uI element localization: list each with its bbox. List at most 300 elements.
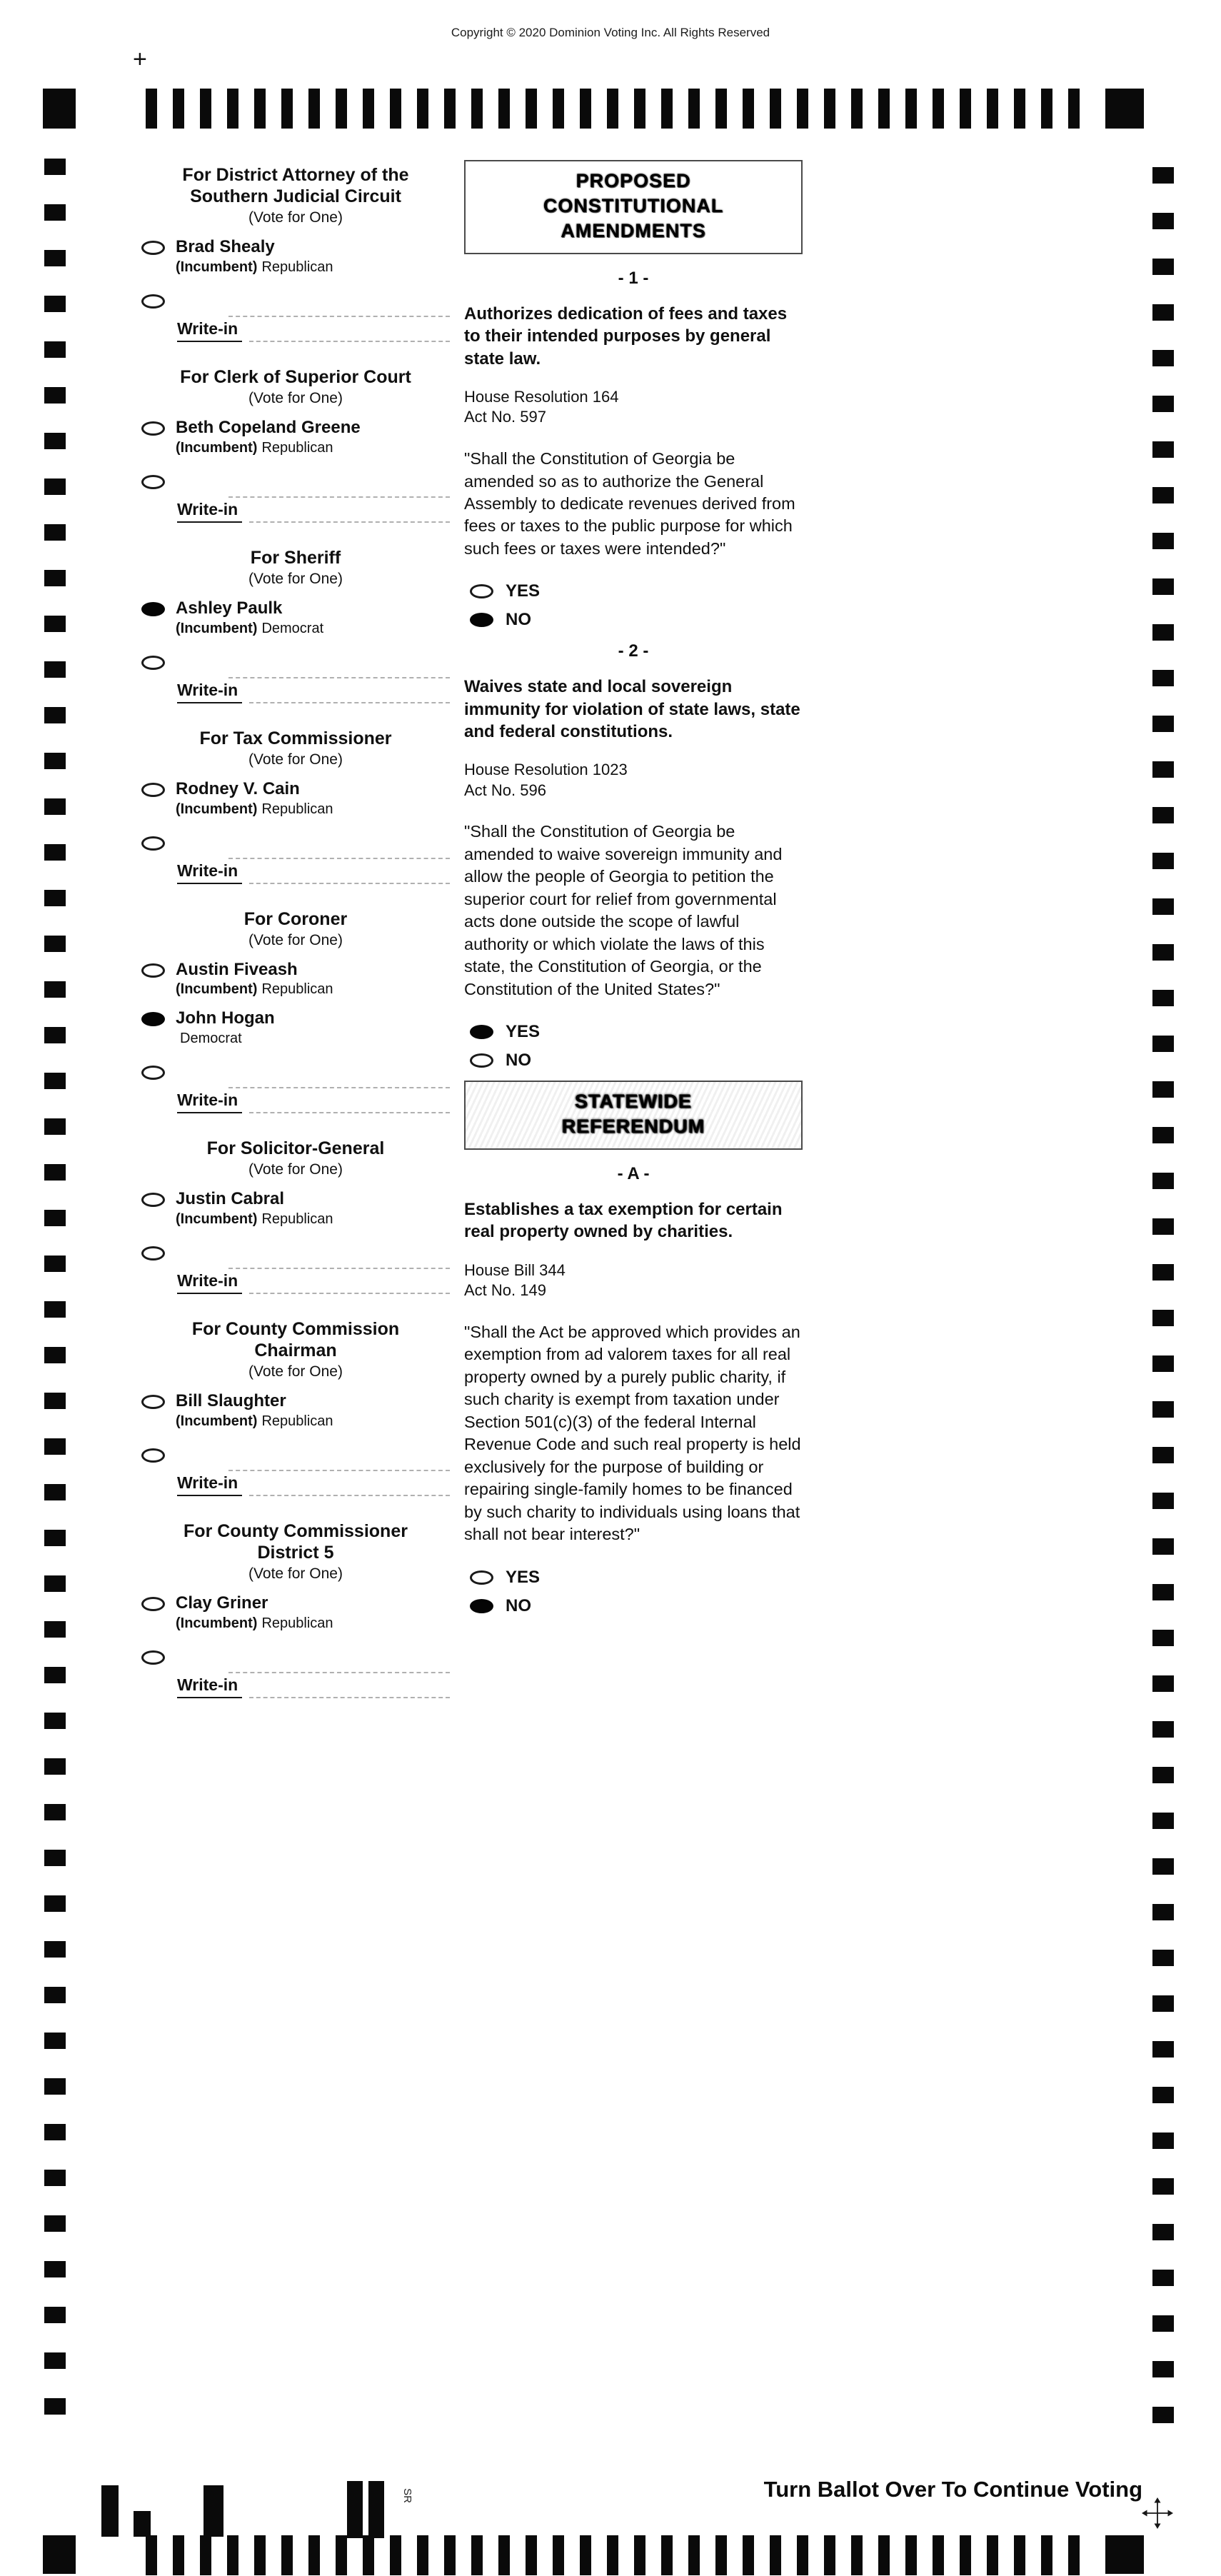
amendment-2 <box>464 641 803 1071</box>
timing-mark <box>1152 1493 1174 1509</box>
timing-mark <box>851 89 863 129</box>
timing-mark <box>44 1530 66 1546</box>
timing-mark <box>1152 396 1174 412</box>
candidate-name: John Hogan <box>176 1008 275 1028</box>
write-in-area <box>177 852 450 884</box>
candidate-party: Republican <box>261 1615 333 1631</box>
write-in-area <box>177 1666 450 1698</box>
yes-option <box>470 581 803 601</box>
timing-mark <box>1152 1127 1174 1143</box>
measure-reference <box>464 387 803 428</box>
timing-mark <box>1152 624 1174 641</box>
write-in-area <box>177 491 450 523</box>
timing-mark <box>1152 2178 1174 2195</box>
write-in-line[interactable] <box>228 310 450 317</box>
timing-mark <box>44 1347 66 1363</box>
candidate-detail <box>176 440 361 456</box>
write-in-line[interactable] <box>228 1262 450 1269</box>
candidate-option <box>141 1392 450 1430</box>
timing-mark <box>44 478 66 495</box>
write-in-oval[interactable] <box>141 1066 165 1080</box>
candidate-qualifier: (Incumbent) <box>176 620 258 636</box>
timing-mark <box>688 2535 700 2575</box>
timing-mark <box>200 89 211 129</box>
timing-mark <box>1152 2315 1174 2332</box>
timing-mark <box>1152 1173 1174 1189</box>
timing-mark <box>308 89 320 129</box>
write-in-option <box>141 1445 450 1463</box>
timing-mark <box>1152 2133 1174 2149</box>
write-in-line[interactable] <box>228 1666 450 1673</box>
timing-mark <box>1152 487 1174 503</box>
candidate-detail <box>176 1031 275 1047</box>
timing-mark <box>1152 1950 1174 1966</box>
ballot-id-mark <box>368 2481 384 2538</box>
timing-mark <box>580 2535 591 2575</box>
contest-tax-commissioner <box>141 728 450 884</box>
measure-reference-line: Act No. 597 <box>464 408 546 426</box>
timing-mark <box>1152 2407 1174 2423</box>
timing-mark <box>960 2535 971 2575</box>
candidate-qualifier: (Incumbent) <box>176 1211 258 1228</box>
timing-mark <box>44 1987 66 2003</box>
section-header-line: PROPOSED <box>576 170 691 191</box>
timing-mark <box>44 1484 66 1500</box>
contests-column <box>141 164 450 1723</box>
timing-mark <box>905 2535 917 2575</box>
candidate-detail <box>176 1413 333 1430</box>
timing-mark <box>1152 441 1174 458</box>
timing-mark <box>1152 2270 1174 2286</box>
timing-mark <box>227 89 238 129</box>
timing-mark <box>44 661 66 678</box>
write-in-line[interactable] <box>249 1683 450 1698</box>
timing-mark <box>254 2535 266 2575</box>
timing-mark <box>44 2352 66 2369</box>
candidate-name: Brad Shealy <box>176 237 275 256</box>
write-in-oval[interactable] <box>141 1650 165 1665</box>
candidate-name: Ashley Paulk <box>176 598 283 618</box>
timing-mark <box>146 89 157 129</box>
measure-reference-line: Act No. 149 <box>464 1281 546 1300</box>
timing-mark <box>1152 1858 1174 1875</box>
measure-number: - 1 - <box>618 269 649 289</box>
write-in-oval[interactable] <box>141 1246 165 1261</box>
timing-mark <box>1152 1401 1174 1418</box>
contest-title: For Sheriff <box>250 547 341 568</box>
candidate-detail <box>176 259 333 276</box>
contest-instruction: (Vote for One) <box>248 209 343 226</box>
timing-mark <box>390 89 401 129</box>
measures-column <box>464 160 803 1626</box>
copyright-line: Copyright © 2020 Dominion Voting Inc. All Rights Reserved <box>451 26 770 39</box>
candidate-oval[interactable] <box>141 963 165 978</box>
contest-clerk-superior-court <box>141 366 450 523</box>
candidate-option <box>141 1190 450 1228</box>
timing-mark <box>1152 2224 1174 2240</box>
ballot-id-mark <box>134 2511 151 2537</box>
timing-mark <box>44 2215 66 2232</box>
candidate-oval[interactable] <box>141 1193 165 1207</box>
contest-coroner <box>141 908 450 1114</box>
write-in-option <box>141 472 450 489</box>
candidate-option <box>141 1594 450 1632</box>
referendum-a <box>464 1164 803 1615</box>
contest-sheriff <box>141 547 450 703</box>
timing-mark <box>44 1758 66 1775</box>
write-in-line[interactable] <box>228 1081 450 1088</box>
write-in-option <box>141 291 450 309</box>
candidate-qualifier: (Incumbent) <box>176 259 258 275</box>
measure-summary: Establishes a tax exemption for certain real property owned by charities. <box>464 1200 783 1242</box>
candidate-oval[interactable] <box>141 1395 165 1409</box>
timing-mark <box>1152 1995 1174 2012</box>
contest-title: For Solicitor-General <box>206 1138 385 1159</box>
candidate-name: Austin Fiveash <box>176 959 298 979</box>
contest-title: For Coroner <box>243 908 348 929</box>
write-in-line[interactable] <box>228 1464 450 1471</box>
candidate-name: Justin Cabral <box>176 1189 285 1209</box>
timing-mark <box>44 250 66 266</box>
amendment-1 <box>464 269 803 630</box>
yes-oval[interactable] <box>470 1025 493 1039</box>
registration-crosshair-icon <box>1141 2497 1174 2533</box>
section-header-line: REFERENDUM <box>561 1116 705 1138</box>
contest-solicitor-general <box>141 1138 450 1294</box>
timing-mark <box>44 159 66 175</box>
candidate-detail <box>176 981 333 998</box>
timing-cap-top-left <box>43 89 76 129</box>
section-header-line: AMENDMENTS <box>561 220 706 242</box>
measure-number: - 2 - <box>618 641 649 661</box>
candidate-detail <box>176 621 323 637</box>
timing-mark <box>44 1164 66 1181</box>
timing-mark <box>44 798 66 815</box>
timing-mark <box>824 89 835 129</box>
timing-mark <box>1152 1218 1174 1235</box>
write-in-label: Write-in <box>177 681 242 703</box>
ballot-corner-mark: SR <box>401 2488 413 2503</box>
write-in-oval[interactable] <box>141 1448 165 1463</box>
timing-mark <box>1152 2361 1174 2377</box>
write-in-line[interactable] <box>249 688 450 703</box>
timing-mark <box>553 89 564 129</box>
no-oval[interactable] <box>470 1599 493 1613</box>
write-in-area <box>177 1262 450 1294</box>
timing-mark <box>44 204 66 221</box>
timing-mark <box>1152 578 1174 595</box>
measure-reference <box>464 760 803 801</box>
contest-instruction: (Vote for One) <box>248 570 343 587</box>
timing-mark <box>44 753 66 769</box>
candidate-detail <box>176 801 333 818</box>
no-option <box>470 1596 803 1616</box>
timing-mark <box>661 2535 673 2575</box>
timing-mark <box>607 2535 618 2575</box>
timing-cap-top-right <box>1105 89 1144 129</box>
timing-mark <box>1152 990 1174 1006</box>
timing-mark <box>417 89 428 129</box>
write-in-label: Write-in <box>177 319 242 342</box>
timing-mark <box>417 2535 428 2575</box>
candidate-detail <box>176 1615 333 1632</box>
timing-mark <box>1152 167 1174 184</box>
timing-mark <box>44 341 66 358</box>
ballot-id-mark <box>347 2481 363 2538</box>
timing-mark <box>200 2535 211 2575</box>
timing-mark <box>688 89 700 129</box>
no-option <box>470 1051 803 1071</box>
candidate-option <box>141 961 450 998</box>
timing-mark <box>797 2535 808 2575</box>
timing-mark <box>1014 2535 1025 2575</box>
timing-mark <box>44 2033 66 2049</box>
no-label: NO <box>506 610 531 630</box>
timing-mark <box>44 1027 66 1043</box>
timing-mark <box>44 1301 66 1318</box>
timing-mark <box>471 2535 483 2575</box>
measure-reference-line: House Bill 344 <box>464 1261 566 1279</box>
ballot-id-mark <box>204 2485 223 2537</box>
yes-label: YES <box>506 1022 541 1042</box>
timing-mark <box>1152 2087 1174 2103</box>
timing-mark <box>44 890 66 906</box>
timing-mark <box>1152 1584 1174 1600</box>
contest-instruction: (Vote for One) <box>248 389 343 406</box>
write-in-label: Write-in <box>177 1675 242 1698</box>
no-label: NO <box>506 1051 531 1071</box>
timing-mark <box>44 524 66 541</box>
contest-instruction: (Vote for One) <box>248 1565 343 1582</box>
timing-band-top <box>146 89 1080 129</box>
measure-summary: Waives state and local sovereign immunity for violation of state laws, state and federal constitutions. <box>464 677 800 741</box>
timing-mark <box>878 2535 890 2575</box>
measure-question: "Shall the Constitution of Georgia be amended to waive sovereign immunity and allow the people of Georgia to petition the superior court for relief from governmental acts done outside the scope of lawful authority or which violate the laws of this state, the Constitution of Georgia, or the Constitution of the United States?" <box>464 822 783 998</box>
write-in-area <box>177 1081 450 1113</box>
timing-mark <box>715 89 727 129</box>
timing-mark <box>173 89 184 129</box>
timing-mark <box>770 2535 781 2575</box>
timing-mark <box>44 1667 66 1683</box>
timing-mark <box>1152 1904 1174 1920</box>
candidate-oval[interactable] <box>141 783 165 797</box>
timing-mark <box>1152 1036 1174 1052</box>
timing-mark <box>1152 1767 1174 1783</box>
measure-question: "Shall the Constitution of Georgia be amended so as to authorize the General Assembly to dedicate revenues derived from fees or taxes to the public purpose for which such fees or taxes were intended?" <box>464 449 795 558</box>
timing-mark <box>173 2535 184 2575</box>
write-in-oval[interactable] <box>141 475 165 489</box>
timing-mark <box>44 1118 66 1135</box>
timing-mark <box>44 387 66 404</box>
timing-mark <box>44 296 66 312</box>
write-in-line[interactable] <box>249 1278 450 1294</box>
yes-oval[interactable] <box>470 1570 493 1585</box>
section-header-line: STATEWIDE <box>575 1091 692 1113</box>
contest-instruction: (Vote for One) <box>248 1161 343 1178</box>
write-in-line[interactable] <box>249 1098 450 1113</box>
registration-plus-mark: + <box>133 46 147 73</box>
candidate-party: Democrat <box>180 1031 242 1047</box>
write-in-label: Write-in <box>177 500 242 523</box>
write-in-area <box>177 671 450 703</box>
contest-title: For District Attorney of the Southern Judicial Circuit <box>182 165 409 206</box>
timing-mark <box>526 2535 537 2575</box>
section-header-line: CONSTITUTIONAL <box>543 195 724 217</box>
contest-title: For County Commissioner District 5 <box>184 1521 408 1563</box>
contest-instruction: (Vote for One) <box>248 1363 343 1380</box>
timing-mark <box>254 89 266 129</box>
timing-mark <box>743 89 754 129</box>
timing-mark <box>44 2261 66 2277</box>
write-in-oval[interactable] <box>141 656 165 670</box>
timing-mark <box>526 89 537 129</box>
timing-mark <box>878 89 890 129</box>
timing-mark <box>1152 1355 1174 1372</box>
timing-mark <box>1152 1630 1174 1646</box>
timing-mark <box>44 2398 66 2415</box>
timing-mark <box>44 844 66 861</box>
write-in-line[interactable] <box>228 491 450 498</box>
timing-mark <box>44 616 66 632</box>
timing-band-bottom <box>146 2535 1080 2575</box>
timing-mark <box>44 570 66 586</box>
no-label: NO <box>506 1595 531 1615</box>
yes-oval[interactable] <box>470 584 493 598</box>
timing-mark <box>363 2535 374 2575</box>
no-oval[interactable] <box>470 613 493 627</box>
timing-mark <box>1152 853 1174 869</box>
timing-mark <box>1068 89 1080 129</box>
timing-mark <box>44 1073 66 1089</box>
candidate-qualifier: (Incumbent) <box>176 981 258 998</box>
write-in-option <box>141 1063 450 1080</box>
yes-option <box>470 1022 803 1042</box>
write-in-oval[interactable] <box>141 294 165 309</box>
candidate-option <box>141 599 450 637</box>
candidate-oval[interactable] <box>141 1597 165 1611</box>
write-in-line[interactable] <box>249 326 450 342</box>
timing-mark <box>1152 1538 1174 1555</box>
candidate-qualifier: (Incumbent) <box>176 1413 258 1429</box>
timing-mark <box>44 1941 66 1958</box>
candidate-oval[interactable] <box>141 602 165 616</box>
timing-mark <box>1152 1721 1174 1738</box>
contest-title: For County Commission Chairman <box>191 1319 400 1361</box>
yes-option <box>470 1568 803 1588</box>
timing-mark <box>1152 716 1174 732</box>
candidate-party: Republican <box>261 801 333 817</box>
candidate-option <box>141 419 450 456</box>
timing-mark <box>308 2535 320 2575</box>
candidate-oval[interactable] <box>141 1012 165 1026</box>
write-in-option <box>141 1648 450 1665</box>
timing-mark <box>1152 533 1174 549</box>
timing-mark <box>281 2535 293 2575</box>
no-oval[interactable] <box>470 1053 493 1068</box>
timing-mark <box>634 2535 645 2575</box>
contest-district-attorney <box>141 164 450 342</box>
timing-mark <box>44 1210 66 1226</box>
timing-mark <box>498 89 510 129</box>
candidate-qualifier: (Incumbent) <box>176 439 258 456</box>
write-in-label: Write-in <box>177 1271 242 1294</box>
timing-mark <box>1152 1310 1174 1326</box>
timing-mark <box>824 2535 835 2575</box>
measure-number: - A - <box>617 1164 650 1184</box>
timing-mark <box>444 89 456 129</box>
write-in-line[interactable] <box>228 852 450 859</box>
timing-mark <box>471 89 483 129</box>
candidate-name: Bill Slaughter <box>176 1391 286 1411</box>
candidate-option <box>141 238 450 276</box>
timing-mark <box>770 89 781 129</box>
candidate-name: Rodney V. Cain <box>176 778 300 798</box>
measure-question: "Shall the Act be approved which provides an exemption from ad valorem taxes for all real property owned by a purely public charity, if such charity is exempt from taxation under Section 501(c)(3) of the federal Internal Revenue Code and such real property is held exclusively for the purpose of building or repairing single-family homes to be financed by such charity to individuals using loans that shall not bear interest?" <box>464 1322 801 1544</box>
timing-mark <box>1041 2535 1052 2575</box>
timing-mark <box>987 2535 998 2575</box>
write-in-line[interactable] <box>249 868 450 884</box>
write-in-line[interactable] <box>249 507 450 523</box>
timing-mark <box>1152 670 1174 686</box>
write-in-oval[interactable] <box>141 836 165 851</box>
contest-instruction: (Vote for One) <box>248 751 343 768</box>
timing-mark <box>336 89 347 129</box>
timing-mark <box>44 2170 66 2186</box>
timing-cap-bottom-left <box>43 2535 76 2574</box>
measure-reference-line: House Resolution 164 <box>464 387 619 406</box>
timing-mark <box>336 2535 347 2575</box>
timing-mark <box>44 2124 66 2140</box>
timing-mark <box>44 1895 66 1912</box>
timing-mark <box>933 2535 944 2575</box>
timing-mark <box>44 433 66 449</box>
timing-mark <box>44 1621 66 1638</box>
timing-mark <box>44 1575 66 1592</box>
timing-mark <box>905 89 917 129</box>
candidate-qualifier: (Incumbent) <box>176 801 258 817</box>
write-in-label: Write-in <box>177 1473 242 1496</box>
timing-mark <box>553 2535 564 2575</box>
measure-reference-line: House Resolution 1023 <box>464 761 628 779</box>
measure-reference-line: Act No. 596 <box>464 781 546 799</box>
timing-mark <box>1152 2041 1174 2058</box>
timing-mark <box>44 981 66 998</box>
write-in-line[interactable] <box>249 1480 450 1496</box>
timing-mark <box>44 1256 66 1272</box>
timing-mark <box>363 89 374 129</box>
timing-mark <box>960 89 971 129</box>
write-in-line[interactable] <box>228 671 450 678</box>
timing-mark <box>933 89 944 129</box>
candidate-party: Republican <box>261 259 333 275</box>
candidate-party: Republican <box>261 439 333 456</box>
contest-county-commission-chairman <box>141 1318 450 1496</box>
candidate-party: Republican <box>261 1413 333 1429</box>
write-in-area <box>177 1464 450 1496</box>
timing-mark <box>44 1804 66 1820</box>
timing-mark <box>1152 807 1174 823</box>
timing-mark <box>444 2535 456 2575</box>
timing-mark <box>797 89 808 129</box>
timing-mark <box>44 936 66 952</box>
candidate-oval[interactable] <box>141 421 165 436</box>
write-in-area <box>177 310 450 342</box>
candidate-name: Clay Griner <box>176 1593 268 1613</box>
timing-mark <box>1152 304 1174 321</box>
timing-mark <box>44 1850 66 1866</box>
candidate-oval[interactable] <box>141 241 165 255</box>
timing-mark <box>1152 1675 1174 1692</box>
